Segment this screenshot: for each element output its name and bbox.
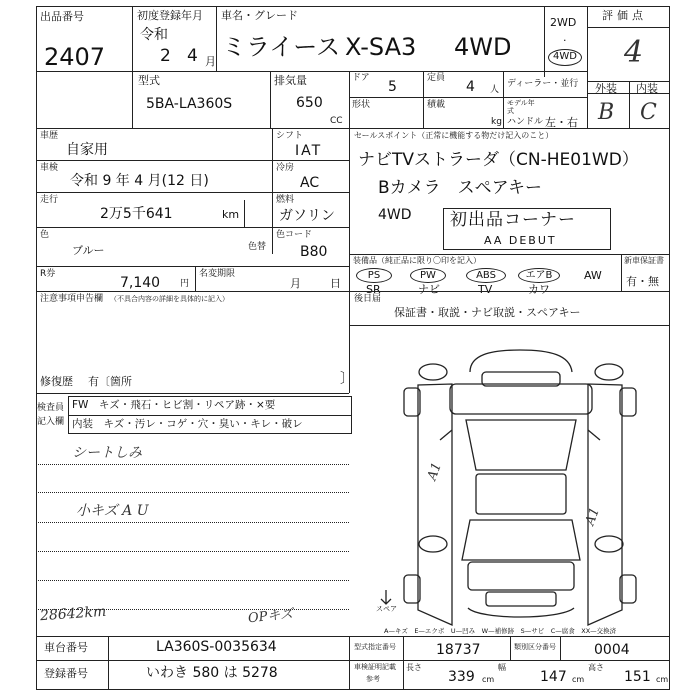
cap-unit: 人: [490, 85, 500, 95]
ac-label: 冷房: [276, 163, 295, 173]
type-no-value: 18737: [436, 642, 481, 658]
cap-value: 4: [466, 79, 475, 95]
inspection-value: 令和 9 年 4 月(12 日): [70, 173, 209, 189]
drive-2wd: 2WD: [550, 16, 577, 29]
eval-score: 4: [624, 35, 644, 70]
equip-sr: SR: [366, 283, 381, 296]
debut-stamp-main: 初出品コーナー: [450, 210, 576, 230]
fuel-label: 燃料: [276, 195, 295, 205]
disp-unit: CC: [330, 116, 343, 126]
shift-value: IAT: [295, 143, 323, 159]
type-label: 型式: [138, 74, 160, 87]
height-value: 151: [624, 669, 651, 685]
handwritten-mileage: 28642km: [39, 603, 107, 625]
cap-label: 定員: [427, 73, 446, 83]
inspector-label-1: 検査員: [37, 403, 65, 413]
handwritten-note-1: シートしみ: [72, 445, 142, 461]
handle-value: 左・右: [545, 116, 578, 129]
lot-number: 2407: [44, 43, 106, 71]
equip-ps-circled: PS: [356, 268, 392, 283]
type-value: 5BA-LA360S: [146, 96, 233, 112]
reg-year: 2: [160, 46, 171, 66]
manual-label: 新車保証書: [624, 256, 664, 265]
inspector-row-1: FW キズ・飛石・ヒビ割・リペア跡・×要: [72, 399, 276, 411]
history-label: 車歴: [40, 131, 59, 141]
chassis-value: LA360S-0035634: [156, 639, 277, 655]
length-label: 長さ: [406, 663, 422, 672]
length-value: 339: [448, 669, 475, 685]
history-value: 自家用: [66, 142, 108, 158]
equip-tv: TV: [478, 283, 493, 296]
width-value: 147: [540, 669, 567, 685]
cert-ref-label: 参考: [366, 675, 380, 683]
selling-point-2: Bカメラ スペアキー: [378, 178, 542, 198]
repair-label: 修復歴: [40, 375, 73, 388]
color-value: ブルー: [72, 244, 105, 257]
mileage-label: 走行: [40, 195, 59, 205]
color-label: 色: [40, 230, 50, 240]
int-grade: C: [640, 100, 657, 125]
equip-aw: AW: [584, 269, 602, 282]
shape-label: 形状: [352, 100, 371, 110]
model-grade: X-SA3: [345, 33, 417, 61]
class-no-value: 0004: [594, 642, 630, 658]
handwritten-note-2: 小キズ A U: [76, 503, 149, 519]
mileage-value: 2万5千641: [100, 206, 173, 222]
expiry-month: 月: [290, 277, 301, 290]
equip-navi: ナビ: [418, 283, 440, 296]
handwritten-note-4: OPキズ: [247, 606, 294, 627]
recycle-label: R券: [40, 269, 56, 279]
repair-close: 〕: [340, 371, 354, 387]
inspection-label: 車検: [40, 163, 59, 173]
width-label: 幅: [498, 663, 506, 672]
model-label: 車名・グレード: [221, 9, 298, 22]
class-no-label: 類別区分番号: [514, 643, 556, 651]
accessories-value: 保証書・取説・ナビ取説・スペアキー: [394, 306, 581, 319]
door-label: ドア: [352, 73, 370, 83]
shift-label: シフト: [276, 131, 304, 141]
reg-era: 令和: [140, 27, 168, 43]
mileage-unit: km: [222, 208, 240, 221]
equip-abs-circled: ABS: [466, 268, 506, 283]
model-year-label: モデル年式: [507, 99, 535, 115]
equip-pw-circled: PW: [410, 268, 446, 283]
notes-sublabel: （不具合内容の詳細を具体的に記入）: [110, 295, 229, 303]
eval-label: 評価点: [602, 9, 647, 22]
width-unit: cm: [572, 675, 585, 684]
inspector-row-2: 内装 キズ・汚レ・コゲ・穴・臭い・キレ・破レ: [72, 418, 303, 430]
type-no-label: 型式指定番号: [354, 643, 396, 651]
equip-airbag-circled: エアB: [518, 268, 560, 283]
notes-label: 注意事項申告欄: [40, 294, 104, 304]
damage-mark-left: A1: [424, 460, 445, 483]
dealer-label: ディーラー・並行: [507, 79, 579, 89]
recycle-unit: 円: [180, 279, 190, 289]
ext-label: 外装: [595, 82, 617, 95]
int-label: 内装: [636, 82, 658, 95]
debut-stamp-sub: AA DEBUT: [484, 234, 557, 247]
color-code-label: 色コード: [276, 230, 313, 240]
fuel-value: ガソリン: [279, 208, 335, 224]
equipment-label: 装備品（純正品に限り〇印を記入）: [353, 256, 481, 265]
color-code-value: B80: [300, 244, 328, 260]
expiry-day: 日: [330, 277, 341, 290]
lot-label: 出品番号: [40, 10, 84, 23]
recycle-value: 7,140: [120, 275, 161, 291]
selling-points-label: セールスポイント（正常に機能する物だけ記入のこと）: [354, 131, 554, 140]
ac-value: AC: [300, 175, 320, 191]
disp-label: 排気量: [274, 74, 307, 87]
color-change-label: 色替: [248, 242, 267, 252]
spare-label: スペア: [376, 605, 397, 613]
disp-value: 650: [296, 95, 323, 111]
load-unit: kg: [491, 117, 502, 127]
plate-value: いわき 580 は 5278: [146, 665, 278, 681]
chassis-label: 車台番号: [44, 641, 88, 654]
height-unit: cm: [656, 675, 669, 684]
selling-point-1: ナビTVストラーダ（CN-HE01WD）: [358, 150, 639, 170]
height-label: 高さ: [588, 663, 604, 672]
model-name: ミライース: [222, 33, 341, 61]
plate-label: 登録番号: [44, 667, 88, 680]
selling-point-3: 4WD: [378, 207, 412, 223]
model-drive: 4WD: [454, 33, 512, 61]
drive-4wd-circled: 4WD: [548, 49, 582, 66]
length-unit: cm: [482, 675, 495, 684]
inspector-label-2: 記入欄: [37, 417, 65, 427]
handle-label: ハンドル: [507, 117, 544, 127]
repair-value: 有〔箇所: [88, 375, 132, 388]
reg-month: 4: [187, 46, 198, 66]
equip-leather: カワ: [528, 283, 550, 296]
load-label: 積載: [427, 100, 446, 110]
damage-legend: A—キズ E—エクボ U—凹み W—補修跡 S—サビ C—腐食 XX—交換済: [384, 627, 617, 635]
expiry-label: 名変期限: [199, 269, 236, 279]
drive-separator: ·: [563, 34, 567, 47]
cert-label: 車検証明記載: [354, 663, 396, 671]
ext-grade: B: [598, 100, 615, 125]
damage-mark-right: A1: [582, 505, 603, 528]
manual-value: 有・無: [626, 275, 659, 288]
reg-month-unit: 月: [205, 55, 216, 68]
accessories-label: 後日届: [354, 294, 382, 304]
door-value: 5: [388, 79, 397, 95]
reg-label: 初度登録年月: [137, 9, 203, 22]
